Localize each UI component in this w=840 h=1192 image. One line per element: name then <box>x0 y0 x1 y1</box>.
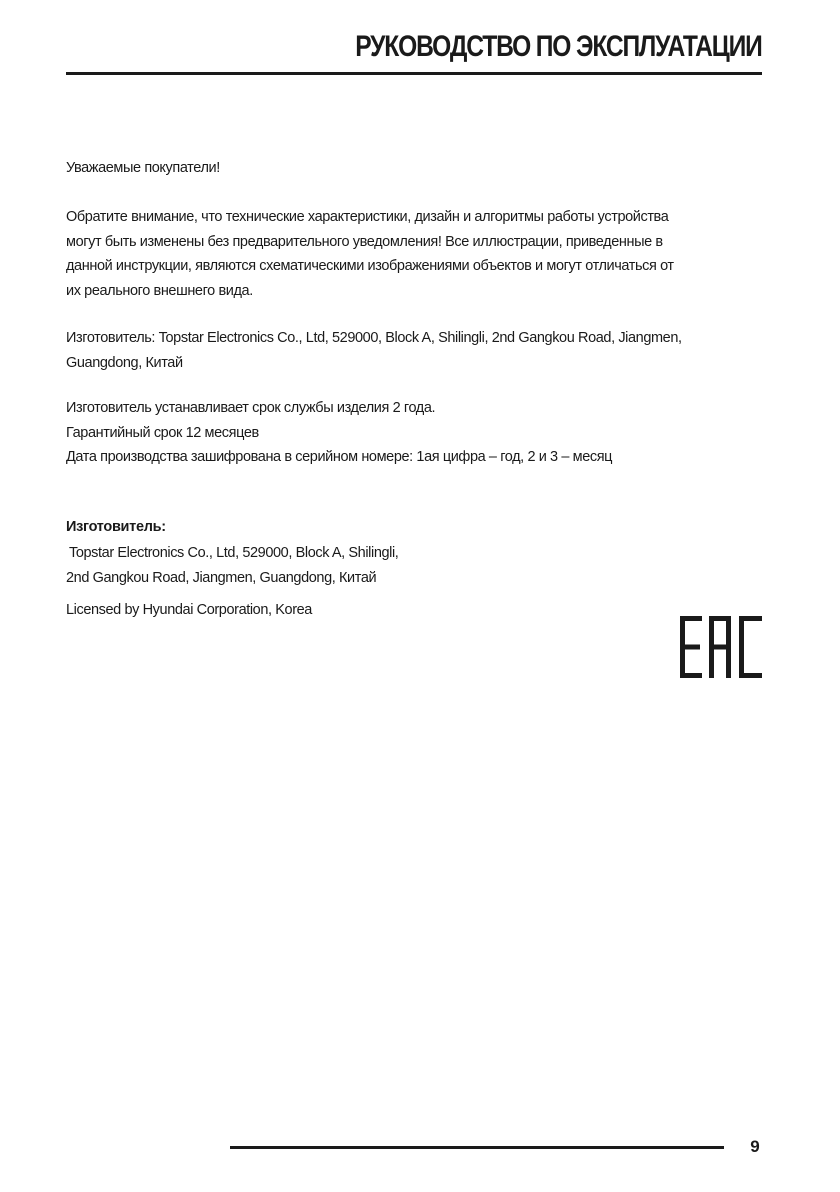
eac-letter-c-shape <box>739 616 762 678</box>
manufacturer-line: Изготовитель: Topstar Electronics Co., Ltd, 529000, Block A, Shilingli, 2nd Gangkou Road, Jiangmen, <box>66 330 682 346</box>
eac-certification-icon <box>680 616 762 678</box>
footer-rule <box>230 1146 724 1149</box>
production-date-text: Дата производства зашифрована в серийном номере: 1ая цифра – год, 2 и 3 – месяц <box>66 449 613 465</box>
eac-letter-a-shape <box>709 616 731 678</box>
maker-address <box>66 541 566 590</box>
notice-paragraph <box>66 205 726 303</box>
notice-line: данной инструкции, являются схематическими изображениями объектов и могут отличаться от <box>66 258 674 274</box>
service-life-text: Изготовитель устанавливает срок службы изделия 2 года. <box>66 400 436 416</box>
warranty-period-text: Гарантийный срок 12 месяцев <box>66 424 259 441</box>
maker-heading: Изготовитель: <box>66 519 166 535</box>
notice-line: могут быть изменены без предварительного уведомления! Все иллюстрации, приведенные в <box>66 233 663 250</box>
page-number: 9 <box>750 1137 760 1156</box>
license-text: Licensed by Hyundai Corporation, Korea <box>66 602 312 618</box>
manufacturer-paragraph <box>66 326 726 375</box>
warranty-paragraph <box>66 396 726 470</box>
maker-address-line: Topstar Electronics Co., Ltd, 529000, Block A, Shilingli, <box>69 545 399 561</box>
page-title: РУКОВОДСТВО ПО ЭКСПЛУАТАЦИИ <box>355 30 762 63</box>
greeting: Уважаемые покупатели! <box>66 160 220 176</box>
notice-line: их реального внешнего вида. <box>66 282 253 299</box>
manufacturer-line: Guangdong, Китай <box>66 354 183 371</box>
eac-letter-e-shape <box>680 616 702 678</box>
notice-line: Обратите внимание, что технические характеристики, дизайн и алгоритмы работы устройства <box>66 209 669 225</box>
maker-address-line: 2nd Gangkou Road, Jiangmen, Guangdong, Китай <box>66 569 377 586</box>
page-header <box>66 28 762 75</box>
